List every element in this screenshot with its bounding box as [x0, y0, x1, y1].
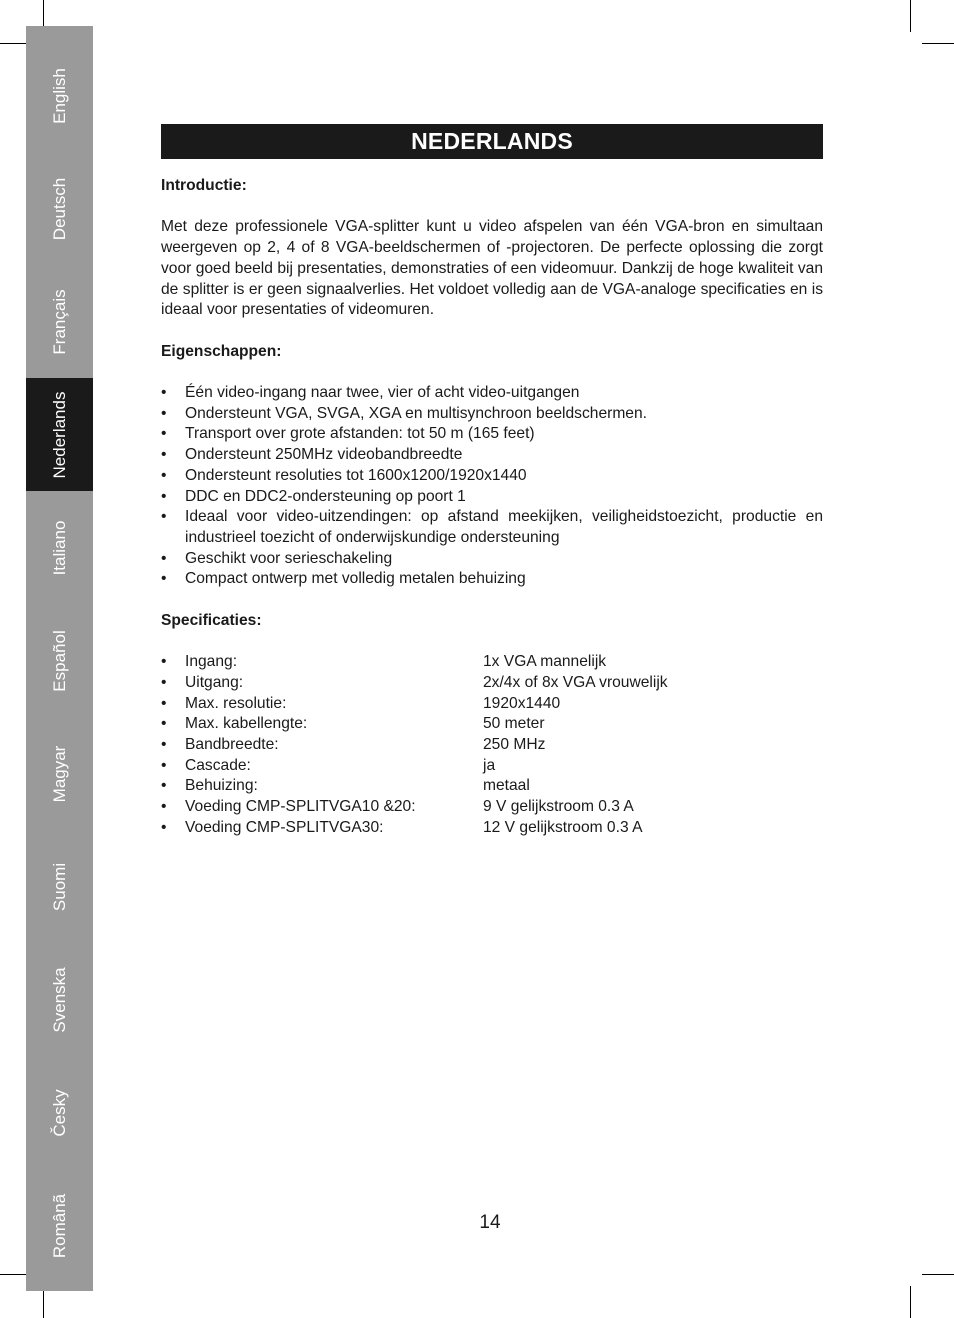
crop-mark — [922, 1274, 954, 1275]
list-item — [161, 445, 823, 466]
tab-suomi[interactable] — [26, 830, 93, 943]
tab-label: Français — [49, 288, 69, 355]
list-item — [161, 549, 823, 570]
intro-heading: Introductie: — [161, 177, 247, 194]
spec-value: 2x/4x of 8x VGA vrouwelijk — [483, 673, 668, 691]
spec-value: 50 meter — [483, 715, 545, 733]
tab-magyar[interactable] — [26, 717, 93, 830]
specs-list — [161, 652, 823, 838]
spec-value: metaal — [483, 777, 530, 795]
spec-value: 250 MHz — [483, 735, 546, 753]
bullet-icon: • — [161, 487, 167, 505]
spec-key: Voeding CMP-SPLITVGA30: — [185, 818, 384, 836]
features-list — [161, 383, 823, 590]
tab-espanol[interactable] — [26, 604, 93, 717]
bullet-icon: • — [161, 777, 167, 795]
bullet-icon: • — [161, 735, 167, 753]
tab-cesky[interactable] — [26, 1056, 93, 1169]
list-item — [161, 507, 823, 548]
spec-key: Behuizing: — [185, 777, 258, 795]
bullet-icon: • — [161, 404, 167, 422]
tab-romana[interactable] — [26, 1169, 93, 1282]
spec-value: 9 V gelijkstroom 0.3 A — [483, 798, 634, 816]
bullet-icon: • — [161, 446, 167, 464]
list-item — [161, 487, 823, 508]
crop-mark — [910, 0, 911, 32]
bullet-icon: • — [161, 694, 167, 712]
spec-key: Voeding CMP-SPLITVGA10 &20: — [185, 798, 416, 816]
bullet-icon: • — [161, 818, 167, 836]
language-sidebar — [26, 26, 93, 1291]
spec-key: Cascade: — [185, 756, 251, 774]
feature-text: Compact ontwerp met volledig metalen behuizing — [185, 570, 526, 588]
tab-label: Suomi — [49, 862, 69, 911]
spec-value: ja — [483, 756, 496, 774]
bullet-icon: • — [161, 756, 167, 774]
bullet-icon: • — [161, 508, 167, 526]
tab-label: Deutsch — [49, 177, 69, 240]
feature-text: Ideaal voor video-uitzendingen: op afstand meekijken, veiligheidstoezicht, productie en industrieel toezicht of onderwijskundige ondersteuning — [185, 508, 823, 546]
feature-text: Ondersteunt 250MHz videobandbreedte — [185, 446, 463, 464]
feature-text: Één video-ingang naar twee, vier of acht video-uitgangen — [185, 383, 580, 401]
tab-svenska[interactable] — [26, 943, 93, 1056]
bullet-icon: • — [161, 466, 167, 484]
tab-label: Italiano — [49, 520, 69, 575]
section-title-banner — [161, 124, 823, 159]
tab-label: Nederlands — [49, 391, 69, 478]
list-item — [161, 569, 823, 590]
bullet-icon: • — [161, 570, 167, 588]
spec-row — [161, 714, 823, 735]
spec-key: Max. kabellengte: — [185, 715, 308, 733]
page-content — [161, 176, 823, 838]
tab-label: English — [49, 67, 69, 124]
list-item — [161, 424, 823, 445]
spec-row — [161, 756, 823, 777]
bullet-icon: • — [161, 549, 167, 567]
bullet-icon: • — [161, 425, 167, 443]
tab-nederlands[interactable] — [26, 378, 93, 491]
bullet-icon: • — [161, 653, 167, 671]
bullet-icon: • — [161, 715, 167, 733]
spec-key: Max. resolutie: — [185, 694, 287, 712]
feature-text: Transport over grote afstanden: tot 50 m (165 feet) — [185, 425, 535, 443]
tab-label: Svenska — [49, 966, 69, 1033]
specs-heading: Specificaties: — [161, 611, 262, 629]
section-title: NEDERLANDS — [411, 128, 573, 154]
spec-value: 1920x1440 — [483, 694, 561, 712]
intro-paragraph: Met deze professionele VGA-splitter kunt u video afspelen van één VGA-bron en simultaan weergeven op 2, 4 of 8 VGA-beeldschermen of -projectoren. De perfecte oplossing die zorgt voor goed beeld bij presentaties, demonstraties of een videomuur. Dankzij de hoge kwaliteit van de splitter is er geen signaalverlies. Het voldoet volledig aan de VGA-analoge specificaties en is ideaal voor presentaties of videomuren. — [161, 218, 823, 319]
list-item — [161, 383, 823, 404]
tab-label: Español — [49, 629, 69, 692]
spec-row — [161, 797, 823, 818]
bullet-icon: • — [161, 673, 167, 691]
feature-text: Geschikt voor serieschakeling — [185, 549, 393, 567]
spec-key: Ingang: — [185, 653, 238, 671]
spec-row — [161, 818, 823, 839]
tab-english[interactable] — [26, 39, 93, 152]
feature-text: Ondersteunt VGA, SVGA, XGA en multisynchroon beeldschermen. — [185, 404, 647, 422]
spec-row — [161, 694, 823, 715]
spec-key: Bandbreedte: — [185, 735, 279, 753]
crop-mark — [910, 1286, 911, 1318]
features-heading: Eigenschappen: — [161, 342, 282, 360]
spec-row — [161, 652, 823, 673]
feature-text: Ondersteunt resoluties tot 1600x1200/1920x1440 — [185, 466, 527, 484]
page-number: 14 — [479, 1212, 501, 1233]
crop-mark — [922, 43, 954, 44]
list-item — [161, 404, 823, 425]
bullet-icon: • — [161, 383, 167, 401]
tab-italiano[interactable] — [26, 491, 93, 604]
spec-key: Uitgang: — [185, 673, 244, 691]
spec-row — [161, 673, 823, 694]
tab-label: Magyar — [49, 745, 69, 802]
list-item — [161, 466, 823, 487]
tab-label: Česky — [49, 1088, 69, 1137]
tab-deutsch[interactable] — [26, 152, 93, 265]
feature-text: DDC en DDC2-ondersteuning op poort 1 — [185, 487, 466, 505]
tab-label: Românã — [49, 1193, 69, 1258]
spec-row — [161, 735, 823, 756]
spec-row — [161, 776, 823, 797]
bullet-icon: • — [161, 798, 167, 816]
tab-francais[interactable] — [26, 265, 93, 378]
spec-value: 12 V gelijkstroom 0.3 A — [483, 818, 643, 836]
spec-value: 1x VGA mannelijk — [483, 653, 607, 671]
